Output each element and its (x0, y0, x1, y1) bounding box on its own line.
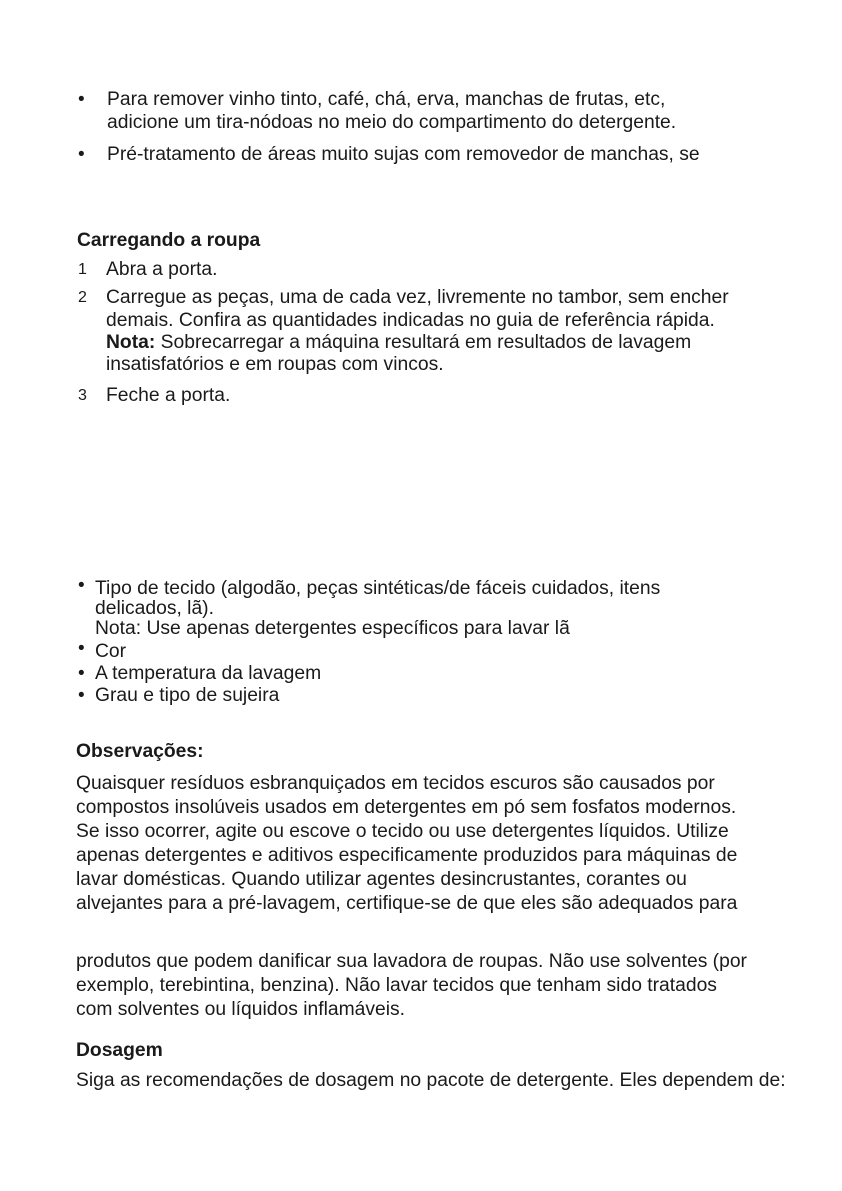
stain-tip-line: adicione um tira-nódoas no meio do compartimento do detergente. (107, 112, 677, 133)
observation-line: compostos insolúveis usados em detergentes em pó sem fosfatos modernos. (76, 797, 737, 818)
step-number: 1 (78, 261, 87, 278)
bullet-icon: • (78, 144, 85, 165)
loading-heading: Carregando a roupa (77, 230, 261, 251)
observation-line: lavar domésticas. Quando utilizar agentes desincrustantes, corantes ou (76, 869, 687, 890)
step-text: demais. Confira as quantidades indicadas no guia de referência rápida. (106, 310, 715, 331)
dosage-line: Siga as recomendações de dosagem no pacote de detergente. Eles dependem de: (76, 1070, 786, 1091)
factor-line: A temperatura da lavagem (95, 663, 322, 684)
step-note: insatisfatórios e em roupas com vincos. (106, 354, 444, 375)
dosage-heading: Dosagem (76, 1040, 163, 1061)
observation-line: Quaisquer resíduos esbranquiçados em tecidos escuros são causados por (76, 773, 715, 794)
observation-line: apenas detergentes e aditivos especificamente produzidos para máquinas de (76, 845, 738, 866)
stain-tip-line: Pré-tratamento de áreas muito sujas com removedor de manchas, se (107, 144, 700, 165)
factor-line: Grau e tipo de sujeira (95, 685, 280, 706)
observation-line: com solventes ou líquidos inflamáveis. (76, 999, 406, 1020)
factor-line: Nota: Use apenas detergentes específicos para lavar lã (95, 618, 570, 639)
step-note (106, 332, 691, 354)
observation-line: alvejantes para a pré-lavagem, certifique-se de que eles são adequados para (76, 893, 738, 914)
observation-line: exemplo, terebintina, benzina). Não lavar tecidos que tenham sido tratados (76, 975, 717, 996)
observation-line: Se isso ocorrer, agite ou escove o tecido ou use detergentes líquidos. Utilize (76, 821, 729, 842)
bullet-icon: • (78, 663, 85, 684)
step-text: Feche a porta. (106, 385, 231, 406)
step-text: Abra a porta. (106, 259, 218, 280)
step-number: 2 (78, 289, 87, 306)
bullet-icon: • (78, 575, 85, 596)
step-text: Carregue as peças, uma de cada vez, livremente no tambor, sem encher (106, 287, 729, 308)
stain-tip-line: Para remover vinho tinto, café, chá, erva, manchas de frutas, etc, (107, 89, 666, 110)
note-label: Nota: (106, 332, 156, 353)
bullet-icon: • (78, 685, 85, 706)
bullet-icon: • (78, 638, 85, 659)
factor-line: Tipo de tecido (algodão, peças sintéticas/de fáceis cuidados, itens (95, 578, 661, 599)
factor-line: delicados, lã). (95, 598, 214, 619)
observations-heading: Observações: (76, 741, 204, 762)
factor-line: Cor (95, 641, 127, 662)
observation-line: produtos que podem danificar sua lavadora de roupas. Não use solventes (por (76, 951, 747, 972)
note-text: Sobrecarregar a máquina resultará em resultados de lavagem (155, 332, 692, 353)
step-number: 3 (78, 387, 87, 404)
bullet-icon: • (78, 89, 85, 110)
